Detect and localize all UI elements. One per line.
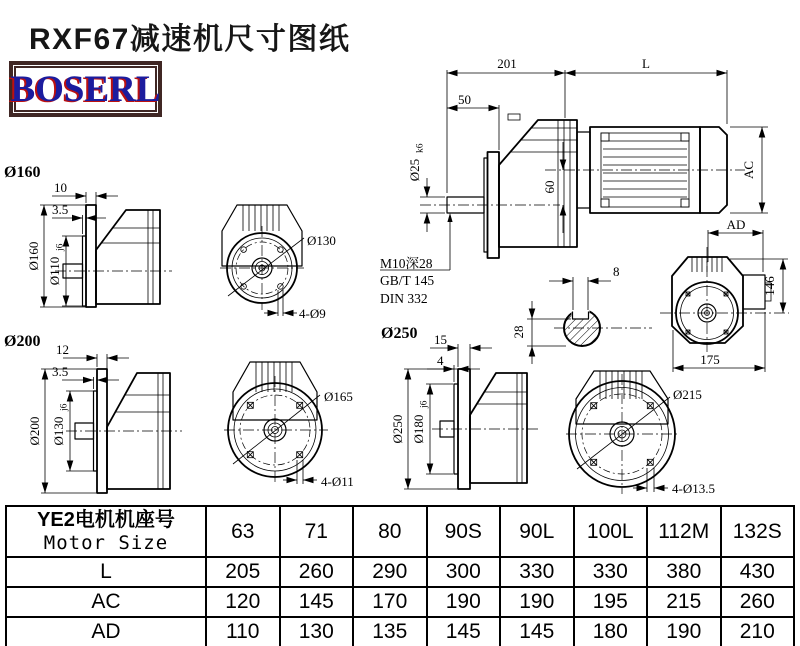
dim-dia-pitch-130: Ø130	[307, 233, 336, 248]
cell: 120	[206, 587, 280, 617]
note-din: DIN 332	[380, 291, 428, 306]
cell: 190	[647, 617, 721, 646]
dim-AC: AC	[741, 160, 756, 180]
dim-plate-thk-250: 15	[434, 332, 447, 347]
dim-plate-thk-160: 10	[54, 180, 67, 195]
dim-dia-spigot-250: Ø180	[411, 414, 426, 444]
col-header-71: 71	[280, 506, 354, 557]
cell: 430	[721, 557, 795, 587]
cell: 260	[721, 587, 795, 617]
dim-shaft-dia-tol: k6	[415, 143, 426, 153]
row-label-AD: AD	[6, 617, 206, 646]
cell: 145	[280, 587, 354, 617]
col-header-90s: 90S	[427, 506, 501, 557]
dim-spigot-tol-160: j6	[55, 243, 66, 251]
cell: 190	[500, 587, 574, 617]
motor-size-header-cn: YE2电机机座号	[37, 509, 175, 531]
dim-dia-spigot-200: Ø130	[51, 416, 66, 446]
dim-dia-outer-200: Ø200	[27, 416, 42, 446]
dim-spigot-thk-200: 3.5	[52, 364, 69, 379]
dim-50: 50	[458, 92, 471, 107]
dim-146: 146	[762, 276, 777, 296]
dim-shaft-dia: Ø25	[407, 158, 422, 182]
dim-175: 175	[700, 352, 720, 367]
col-header-132s: 132S	[721, 506, 795, 557]
cell: 215	[647, 587, 721, 617]
cell: 180	[574, 617, 648, 646]
rear-view	[660, 247, 789, 372]
table-row-AD	[6, 617, 794, 646]
cell: 145	[427, 617, 501, 646]
table-row-L	[6, 557, 794, 587]
dim-spigot-thk-160: 3.5	[52, 202, 69, 217]
cell: 205	[206, 557, 280, 587]
side-view-250	[390, 332, 538, 489]
motor-size-header-en: Motor Size	[43, 532, 169, 554]
note-gbt: GB/T 145	[380, 273, 435, 288]
cell: 210	[721, 617, 795, 646]
cell: 195	[574, 587, 648, 617]
page-title: RXF67减速机尺寸图纸	[29, 23, 351, 56]
flange-200-label: Ø200	[4, 333, 41, 350]
col-header-100l: 100L	[574, 506, 648, 557]
main-assembly-view	[380, 56, 768, 306]
cell: 300	[427, 557, 501, 587]
spec-table	[5, 505, 795, 646]
row-label-L: L	[6, 557, 206, 587]
dim-spigot-tol-250: j6	[419, 400, 430, 408]
table-header-row	[6, 506, 794, 557]
dim-dia-pitch-165: Ø165	[324, 389, 353, 404]
cell: 190	[427, 587, 501, 617]
dim-dia-spigot-160: Ø110	[47, 256, 62, 286]
cell: 135	[353, 617, 427, 646]
front-view-165	[224, 362, 354, 489]
side-view-160	[26, 180, 172, 307]
note-tap: M10深28	[380, 256, 433, 271]
col-header-63: 63	[206, 506, 280, 557]
dim-key-width: 8	[613, 264, 620, 279]
col-header-112m: 112M	[647, 506, 721, 557]
cell: 110	[206, 617, 280, 646]
cell: 145	[500, 617, 574, 646]
shaft-key-section	[511, 264, 652, 364]
row-label-AC: AC	[6, 587, 206, 617]
side-view-200	[27, 342, 182, 493]
flange-160-label: Ø160	[4, 164, 41, 181]
cell: 330	[574, 557, 648, 587]
dim-201: 201	[497, 56, 517, 71]
dim-dia-pitch-215: Ø215	[673, 387, 702, 402]
dim-key-height: 28	[511, 325, 526, 339]
front-view-215	[566, 371, 715, 496]
dim-plate-thk-200: 12	[56, 342, 69, 357]
dim-spigot-tol-200: j6	[59, 403, 70, 411]
table-row-AC	[6, 587, 794, 617]
cell: 330	[500, 557, 574, 587]
dim-spigot-thk-250: 4	[437, 353, 444, 368]
dim-holes-250: 4-Ø13.5	[672, 481, 715, 496]
flange-250-label: Ø250	[381, 325, 418, 342]
dim-L: L	[642, 56, 650, 71]
cell: 130	[280, 617, 354, 646]
dim-dia-outer-160: Ø160	[26, 241, 41, 271]
motor-size-header	[6, 506, 206, 557]
dim-60: 60	[542, 180, 557, 194]
brand-logo-text: BOSERL	[10, 68, 161, 110]
cell: 290	[353, 557, 427, 587]
cell: 260	[280, 557, 354, 587]
front-view-130	[220, 205, 336, 321]
col-header-90l: 90L	[500, 506, 574, 557]
col-header-80: 80	[353, 506, 427, 557]
dim-holes-200: 4-Ø11	[321, 474, 354, 489]
cell: 170	[353, 587, 427, 617]
dim-dia-outer-250: Ø250	[390, 414, 405, 444]
dim-AD: AD	[726, 217, 746, 232]
cell: 380	[647, 557, 721, 587]
dim-holes-160: 4-Ø9	[299, 306, 326, 321]
